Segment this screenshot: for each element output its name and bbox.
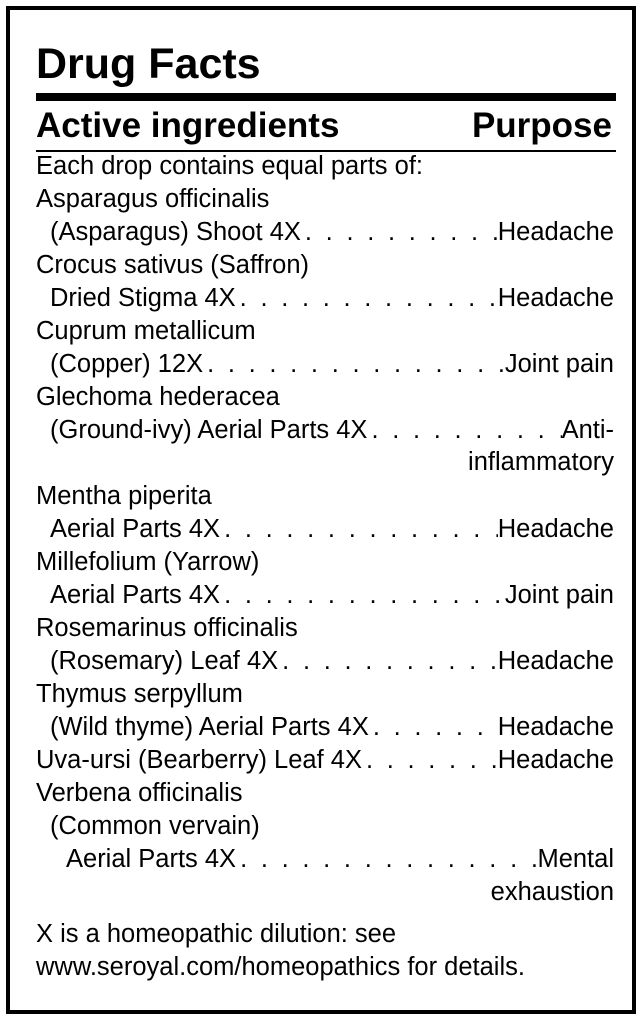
ingredient-purpose: Headache xyxy=(497,713,614,741)
ingredient-purpose: Headache xyxy=(497,746,614,774)
active-ingredients-heading: Active ingredients xyxy=(36,106,340,145)
ingredient-row xyxy=(50,579,614,611)
title-rule xyxy=(36,93,616,101)
footer-note-line2: www.seroyal.com/homeopathics for details. xyxy=(36,953,525,981)
ingredient-part: (Wild thyme) Aerial Parts 4X xyxy=(50,713,369,741)
ingredient-name: Verbena officinalis xyxy=(36,779,243,807)
ingredient-name: Glechoma hederacea xyxy=(36,383,280,411)
ingredient-row xyxy=(50,645,614,677)
ingredient-part: Aerial Parts 4X xyxy=(50,515,221,543)
ingredient-purpose-continued: inflammatory xyxy=(468,448,614,476)
leader-dots xyxy=(220,513,498,545)
ingredient-common-name: (Common vervain) xyxy=(50,812,260,840)
ingredient-purpose: Headache xyxy=(497,647,614,675)
leader-dots xyxy=(362,744,498,776)
ingredient-purpose: Joint pain xyxy=(504,350,614,378)
leader-dots xyxy=(236,282,498,314)
ingredient-purpose: Headache xyxy=(497,218,614,246)
ingredient-part: (Asparagus) Shoot 4X xyxy=(50,218,301,246)
ingredient-name: Cuprum metallicum xyxy=(36,317,256,345)
ingredient-name: Mentha piperita xyxy=(36,482,212,510)
ingredient-purpose: Mental xyxy=(537,845,614,873)
ingredient-row xyxy=(50,282,614,314)
ingredient-row xyxy=(50,513,614,545)
ingredient-row xyxy=(50,711,614,743)
ingredient-part: Dried Stigma 4X xyxy=(50,284,236,312)
ingredient-row xyxy=(50,414,614,446)
ingredient-name: Uva-ursi (Bearberry) Leaf 4X xyxy=(36,746,362,774)
leader-dots xyxy=(369,711,498,743)
ingredient-name: Rosemarinus officinalis xyxy=(36,614,298,642)
ingredient-name: Asparagus officinalis xyxy=(36,185,270,213)
leader-dots xyxy=(278,645,498,677)
ingredient-purpose-continued: exhaustion xyxy=(490,878,614,906)
ingredient-purpose: Anti- xyxy=(561,416,614,444)
ingredient-part: (Rosemary) Leaf 4X xyxy=(50,647,279,675)
purpose-heading: Purpose xyxy=(471,106,612,145)
ingredient-part: Aerial Parts 4X xyxy=(50,581,221,609)
leader-dots xyxy=(203,348,505,380)
leader-dots xyxy=(236,843,537,875)
drug-facts-panel xyxy=(6,6,636,1014)
leader-dots xyxy=(301,216,498,248)
ingredient-name: Thymus serpyllum xyxy=(36,680,243,708)
ingredient-purpose: Headache xyxy=(497,284,614,312)
ingredient-row xyxy=(50,216,614,248)
ingredient-purpose: Joint pain xyxy=(504,581,614,609)
ingredient-name: Crocus sativus (Saffron) xyxy=(36,251,310,279)
ingredient-row xyxy=(36,744,614,776)
intro-text: Each drop contains equal parts of: xyxy=(36,152,423,180)
section-header xyxy=(36,104,612,148)
page-title: Drug Facts xyxy=(36,40,261,88)
footer-note-line1: X is a homeopathic dilution: see xyxy=(36,920,397,948)
ingredient-part: (Ground-ivy) Aerial Parts 4X xyxy=(50,416,368,444)
ingredient-row xyxy=(50,348,614,380)
ingredient-row xyxy=(66,843,614,875)
ingredient-part: (Copper) 12X xyxy=(50,350,204,378)
ingredient-name: Millefolium (Yarrow) xyxy=(36,548,260,576)
leader-dots xyxy=(367,414,561,446)
ingredient-purpose: Headache xyxy=(497,515,614,543)
ingredient-part: Aerial Parts 4X xyxy=(66,845,237,873)
leader-dots xyxy=(220,579,505,611)
